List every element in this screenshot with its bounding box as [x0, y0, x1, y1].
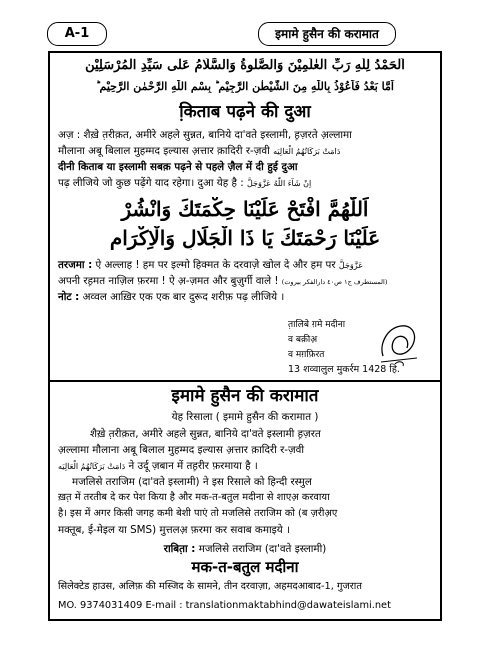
signoff-date: 13 शव्वालुल मुकर्रम 1428 हि. — [288, 364, 400, 375]
publisher-contact: MO. 9374031409 E-mail : translationmaktabhind@dawateislami.net — [58, 600, 391, 611]
dua-arabic-line-2: عَلَیْنَا رَحْمَتَكَ یَا ذَا الْجَلَالِ وَالْاِكْرَام — [109, 226, 381, 250]
instruction-text: पढ़ लीजिये जो कुछ पढ़ेंगे याद रहेगा। दुआ येह है : — [58, 177, 244, 189]
arabic-insha: اِنْ شَآءَ اللّٰهُ عَزَّوَجَلَّ — [246, 179, 312, 188]
signature-image — [375, 318, 423, 370]
publisher-name: मक-त-बतुल मदीना — [191, 558, 299, 576]
signoff-line-3: व मग़फ़िरत — [288, 350, 325, 360]
contact-line — [50, 542, 440, 556]
karamat-section-title: इमामे हुसैन की करामात — [171, 386, 319, 406]
arabic-reference: (المستطرف ج١ ص٤٠ دارالفكر بيروت) — [281, 278, 388, 286]
note-text: अव्वल आख़िर एक एक बार दुरूद शरीफ़ पढ़ लीजिये । — [82, 291, 285, 303]
author-line-1: अज़ : शैखे़ त़रीक़त, अमीरे अहले सुन्नत, बानिये दा'वते इस्लामी, ह़ज़रते अ़ल्लामा — [58, 129, 352, 141]
page-label: A-1 — [47, 22, 107, 46]
translation-line-1 — [58, 258, 363, 273]
karamat-line-4: मजलिसे तराजिम (दा'वते इस्लामी) ने इस रिसाले को हिन्दी रस्मुल — [72, 476, 312, 488]
contact-value: मजलिसे तराजिम (दा'वते इस्लामी) — [198, 543, 327, 555]
dua-arabic-line-1: اَللّٰهُمَّ افْتَحْ عَلَیْنَا حِكْمَتَكَ وَانْشُرْ — [121, 197, 369, 221]
section-divider — [50, 380, 440, 382]
translation-label: तरजमा : — [58, 259, 93, 271]
author-line-2 — [58, 144, 340, 159]
contact-label: राबित़ा : — [163, 543, 196, 555]
arabic-praise-line: اَلْحَمْدُ لِلّٰهِ رَبِّ الْعٰلَمِیْنَ وَالصَّلٰوةُ وَالسَّلَامُ عَلٰی سَیِّدِ الْمُرْسَلِیْن — [85, 58, 405, 73]
translation-text-1: ऐ अल्लाह ! हम पर इल्मो हिक्मत के दरवाज़े खोल दे और हम पर — [95, 259, 336, 271]
header-title: इमामे हुसैन की करामात — [258, 22, 396, 46]
arabic-blessing-2: دَامَتْ بَرَكَاتُهُمُ الْعَالِيَه — [58, 462, 126, 471]
arabic-taawwuz-line: اَمَّا بَعْدُ فَاَعُوْذُ بِاللّٰهِ مِنَ الشَّیْطٰنِ الرَّجِیْمِ ؕ بِسْمِ اللّٰهِ الرَّحْمٰنِ الرَّحِیْمِ ؕ — [96, 80, 394, 93]
arabic-blessing: دَامَتْ بَرَكَاتُهُمُ الْعَالِيَه — [273, 147, 341, 156]
publisher-address: सिलेक्टेड हाउस, अलिफ़ की मस्जिद के सामने, तीन दरवाज़ा, अहमदआबाद-1, गुजरात — [58, 581, 362, 592]
translation-text-2: अपनी रह़मत नाज़िल फ़रमा ! ऐ अ़-ज़मत और बुज़ुर्गी वाले ! — [58, 275, 279, 287]
instruction-line-2 — [58, 176, 311, 191]
karamat-line-3-text: ने उर्दू ज़बान में तह़रीर फ़रमाया है । — [128, 460, 258, 472]
signoff-line-2: व बक़ीअ़ — [288, 335, 318, 345]
karamat-line-1: शैखे़ त़रीक़त, अमीरे अहले सुन्नत, बानिये दा'वते इस्लामी ह़ज़रत — [90, 428, 321, 440]
karamat-line-3 — [58, 459, 258, 474]
karamat-line-2: अ़ल्लामा मौलाना अबू बिलाल मुहम्मद इल्यास अ़त्तार क़ादिरी र-ज़वी — [58, 444, 305, 456]
karamat-subtitle: येह रिसाला ( इमामे हुसैन की करामात ) — [171, 411, 319, 423]
karamat-line-7: मक्तूब, ई-मेइल या SMS) मुत्तलअ़ फ़रमा कर सवाब कमाइये । — [58, 524, 290, 536]
arabic-jalla: عَزَّوَجَلَّ — [338, 261, 363, 270]
instruction-line-1: दीनी किताब या इस्लामी सबक़ पढ़ने से पहले ज़ैल में दी हुई दुआ — [58, 161, 298, 173]
karamat-line-5: ख़त़ में तरतीब दे कर पेश किया है और मक-त-बतुल मदीना से शाएअ़ करवाया — [58, 492, 330, 503]
note-label: नोट : — [58, 291, 80, 303]
note-line — [58, 290, 284, 304]
dua-section-title: कि़ताब पढ़ने की दुआ — [179, 102, 311, 122]
translation-line-2 — [58, 274, 387, 289]
author-name: मौलाना अबू बिलाल मुहम्मद इल्यास अ़त्तार क़ादिरी र-ज़वी — [58, 145, 270, 157]
karamat-line-6: है। इस में अगर किसी जगह कमी बेशी पाएं तो मजलिसे तराजिम को (ब ज़रीअ़ए — [58, 508, 338, 519]
signoff-line-1: त़ालिबे ग़मे मदीना — [288, 320, 346, 330]
